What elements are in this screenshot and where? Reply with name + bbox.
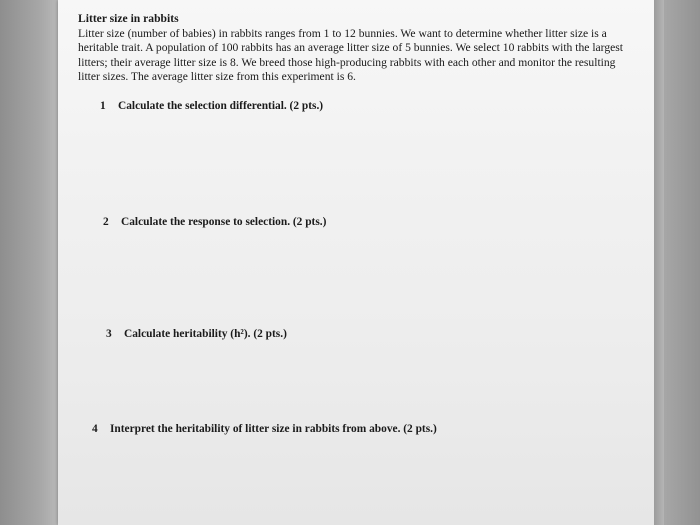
problem-statement [78,12,638,85]
question-number: 1 [100,100,106,112]
question-number: 2 [103,216,109,228]
question-number: 4 [92,423,98,435]
page-edge [654,0,664,525]
question-text: Calculate the response to selection. (2 pts.) [121,216,327,228]
question-4 [92,423,437,435]
question-2 [103,216,326,228]
question-1 [100,100,323,112]
question-text: Calculate heritability (h²). (2 pts.) [124,328,287,340]
problem-title: Litter size in rabbits [78,12,179,25]
problem-body: Litter size (number of babies) in rabbits ranges from 1 to 12 bunnies. We want to determine whether litter size is a heritable trait. A population of 100 rabbits has an average litter size of 5 bunnies. We select 10 rabbits with the largest litters; their average litter size is 8. We breed those high-producing rabbits with each other and monitor the resulting litter sizes. The average litter size from this experiment is 6. [78,26,624,83]
question-text: Interpret the heritability of litter size in rabbits from above. (2 pts.) [110,423,437,435]
question-3 [106,328,287,340]
question-text: Calculate the selection differential. (2 pts.) [118,100,324,112]
question-number: 3 [106,328,112,340]
